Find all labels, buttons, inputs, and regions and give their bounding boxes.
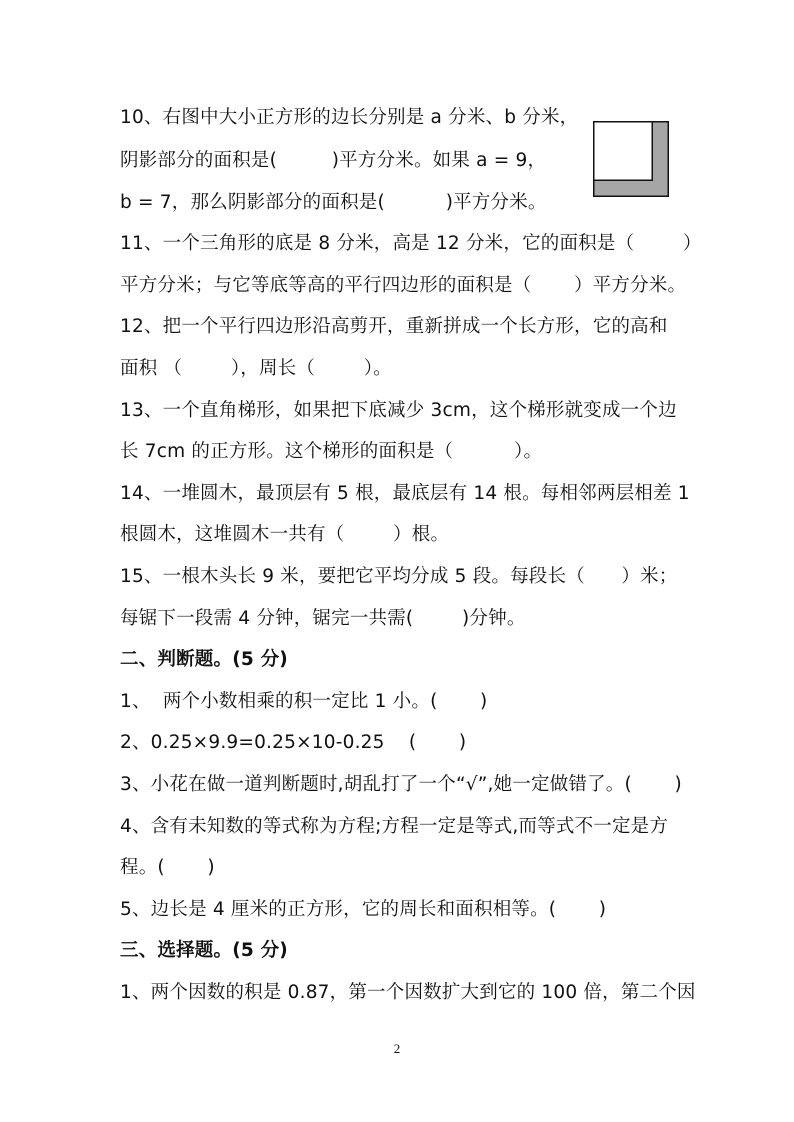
section-3-heading: 三、选择题。(5 分)	[120, 940, 288, 961]
q13-line-2: 长 7cm 的正方形。这个梯形的面积是（ ）。	[120, 441, 543, 462]
judge-q2: 2、0.25×9.9=0.25×10-0.25 ( )	[120, 732, 467, 753]
q11-line-2: 平方分米；与它等底等高的平行四边形的面积是（ ）平方分米。	[120, 275, 687, 296]
q10-line-1: 10、右图中大小正方形的边长分别是 a 分米、b 分米，	[120, 107, 579, 128]
q12-line-2: 面积 （ ），周长（ ）。	[120, 358, 392, 379]
judge-q3: 3、小花在做一道判断题时,胡乱打了一个“√”,她一定做错了。( )	[120, 774, 682, 795]
q15-line-1: 15、一根木头长 9 米，要把它平均分成 5 段。每段长（ ）米；	[120, 566, 678, 587]
q15-line-2: 每锯下一段需 4 分钟，锯完一共需( )分钟。	[120, 608, 526, 629]
q10-line-3: b = 7，那么阴影部分的面积是( )平方分米。	[120, 192, 547, 213]
q12-line-1: 12、把一个平行四边形沿高剪开，重新拼成一个长方形，它的高和	[120, 316, 668, 337]
inner-square	[594, 122, 653, 181]
q14-line-1: 14、一堆圆木，最顶层有 5 根，最底层有 14 根。每相邻两层相差 1	[120, 483, 690, 504]
judge-q4-line-2: 程。( )	[120, 857, 215, 878]
q14-line-2: 根圆木，这堆圆木一共有（ ）根。	[120, 524, 450, 545]
q10-line-2: 阴影部分的面积是( )平方分米。如果 a = 9，	[120, 150, 547, 171]
q11-line-1: 11、一个三角形的底是 8 分米，高是 12 分米，它的面积是（ ）	[120, 233, 702, 254]
judge-q4-line-1: 4、含有未知数的等式称为方程;方程一定是等式,而等式不一定是方	[120, 816, 669, 837]
section-2-heading: 二、判断题。(5 分)	[120, 649, 288, 670]
judge-q5: 5、边长是 4 厘米的正方形，它的周长和面积相等。( )	[120, 899, 607, 920]
q13-line-1: 13、一个直角梯形，如果把下底减少 3cm，这个梯形就变成一个边	[120, 400, 677, 421]
choice-q1-line-1: 1、两个因数的积是 0.87，第一个因数扩大到它的 100 倍，第二个因	[120, 982, 696, 1003]
squares-figure	[593, 121, 669, 197]
judge-q1: 1、 两个小数相乘的积一定比 1 小。( )	[120, 691, 488, 712]
page-number: 2	[393, 1041, 401, 1056]
